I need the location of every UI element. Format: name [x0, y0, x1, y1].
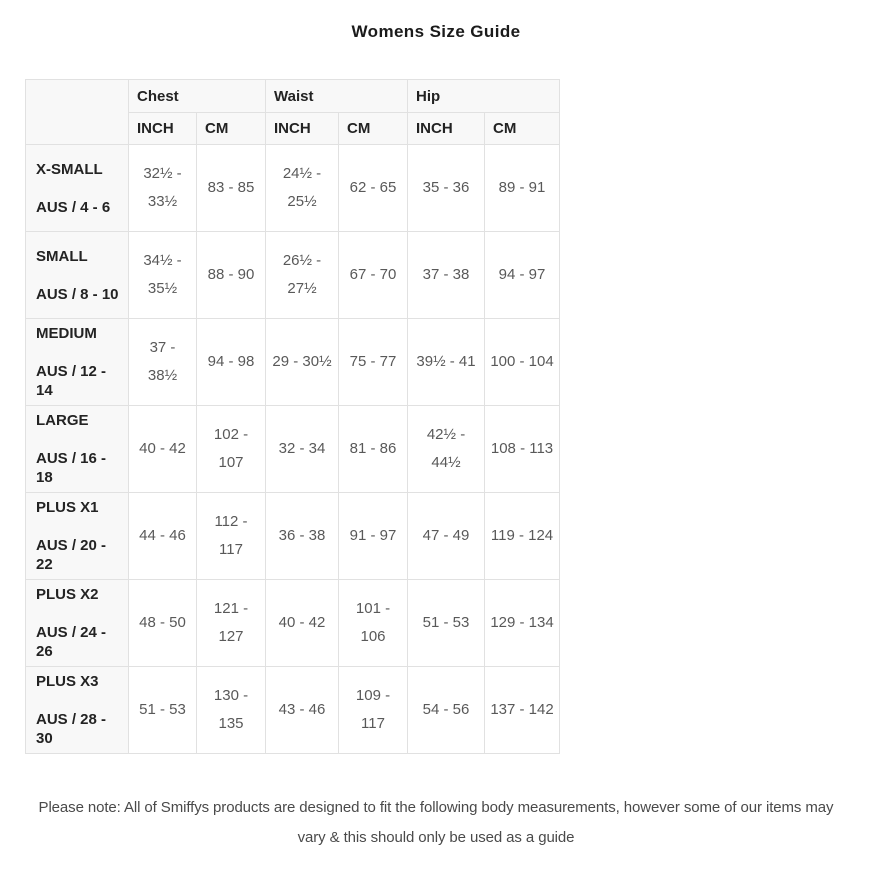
size-aus: AUS / 28 - 30 [36, 711, 107, 747]
waist-inch-cell: 40 - 42 [266, 580, 339, 667]
hip-cm-header: CM [485, 113, 560, 145]
size-guide-table [25, 79, 560, 754]
size-aus: AUS / 24 - 26 [36, 624, 107, 660]
waist-cm-cell: 101 - 106 [339, 580, 408, 667]
disclaimer-note: Please note: All of Smiffys products are designed to fit the following body measurements, however some of our items may vary & this should only be used as a guide [38, 799, 834, 846]
chest-group-header: Chest [129, 80, 266, 113]
waist-inch-cell: 43 - 46 [266, 667, 339, 754]
waist-inch-header: INCH [266, 113, 339, 145]
size-aus: AUS / 8 - 10 [36, 285, 119, 303]
chest-inch-cell: 32½ - 33½ [129, 145, 197, 232]
size-cell [26, 145, 129, 232]
size-name: LARGE [36, 412, 89, 429]
size-cell [26, 319, 129, 406]
hip-inch-cell: 47 - 49 [408, 493, 485, 580]
size-cell [26, 667, 129, 754]
table-row [26, 493, 560, 580]
hip-inch-cell: 37 - 38 [408, 232, 485, 319]
chest-cm-cell: 83 - 85 [197, 145, 266, 232]
table-row [26, 319, 560, 406]
waist-cm-cell: 91 - 97 [339, 493, 408, 580]
waist-inch-cell: 26½ - 27½ [266, 232, 339, 319]
chest-cm-header: CM [197, 113, 266, 145]
size-cell [26, 406, 129, 493]
hip-cm-cell: 100 - 104 [485, 319, 560, 406]
size-aus: AUS / 12 - 14 [36, 363, 107, 399]
hip-inch-cell: 35 - 36 [408, 145, 485, 232]
size-name: PLUS X3 [36, 673, 99, 690]
hip-group-header: Hip [408, 80, 560, 113]
size-cell [26, 580, 129, 667]
hip-inch-cell: 42½ - 44½ [408, 406, 485, 493]
group-header-row [26, 80, 560, 113]
hip-inch-header: INCH [408, 113, 485, 145]
chest-inch-cell: 34½ - 35½ [129, 232, 197, 319]
table-header [26, 80, 560, 145]
table-row [26, 232, 560, 319]
size-aus: AUS / 16 - 18 [36, 450, 107, 486]
hip-inch-cell: 54 - 56 [408, 667, 485, 754]
waist-group-header: Waist [266, 80, 408, 113]
waist-cm-cell: 75 - 77 [339, 319, 408, 406]
waist-inch-cell: 32 - 34 [266, 406, 339, 493]
table-row [26, 406, 560, 493]
hip-cm-cell: 94 - 97 [485, 232, 560, 319]
hip-cm-cell: 129 - 134 [485, 580, 560, 667]
waist-inch-cell: 36 - 38 [266, 493, 339, 580]
table-row [26, 580, 560, 667]
waist-inch-cell: 24½ - 25½ [266, 145, 339, 232]
waist-cm-header: CM [339, 113, 408, 145]
size-cell [26, 493, 129, 580]
chest-inch-header: INCH [129, 113, 197, 145]
hip-cm-cell: 119 - 124 [485, 493, 560, 580]
chest-inch-cell: 44 - 46 [129, 493, 197, 580]
chest-cm-cell: 102 - 107 [197, 406, 266, 493]
size-name: X-SMALL [36, 160, 103, 178]
page-title: Womens Size Guide [351, 22, 521, 41]
hip-inch-cell: 39½ - 41 [408, 319, 485, 406]
waist-cm-cell: 62 - 65 [339, 145, 408, 232]
table-body [26, 145, 560, 754]
waist-cm-cell: 67 - 70 [339, 232, 408, 319]
table-row [26, 667, 560, 754]
size-aus: AUS / 20 - 22 [36, 537, 107, 573]
chest-inch-cell: 48 - 50 [129, 580, 197, 667]
size-aus: AUS / 4 - 6 [36, 198, 111, 216]
waist-inch-cell: 29 - 30½ [266, 319, 339, 406]
size-name: MEDIUM [36, 325, 97, 342]
hip-cm-cell: 89 - 91 [485, 145, 560, 232]
waist-cm-cell: 81 - 86 [339, 406, 408, 493]
chest-inch-cell: 51 - 53 [129, 667, 197, 754]
size-name: PLUS X2 [36, 586, 99, 603]
chest-inch-cell: 37 - 38½ [129, 319, 197, 406]
chest-inch-cell: 40 - 42 [129, 406, 197, 493]
hip-inch-cell: 51 - 53 [408, 580, 485, 667]
size-cell [26, 232, 129, 319]
corner-cell [26, 80, 129, 145]
size-name: PLUS X1 [36, 499, 99, 516]
hip-cm-cell: 108 - 113 [485, 406, 560, 493]
chest-cm-cell: 130 - 135 [197, 667, 266, 754]
waist-cm-cell: 109 - 117 [339, 667, 408, 754]
chest-cm-cell: 88 - 90 [197, 232, 266, 319]
chest-cm-cell: 112 - 117 [197, 493, 266, 580]
table-row [26, 145, 560, 232]
hip-cm-cell: 137 - 142 [485, 667, 560, 754]
size-name: SMALL [36, 247, 88, 265]
chest-cm-cell: 121 - 127 [197, 580, 266, 667]
chest-cm-cell: 94 - 98 [197, 319, 266, 406]
